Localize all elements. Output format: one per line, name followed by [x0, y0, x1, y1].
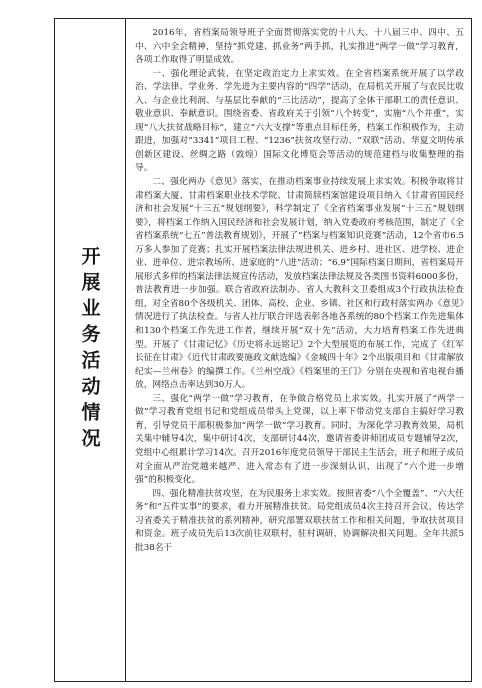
report-content [126, 19, 471, 681]
paragraph-study-education: 三、强化“两学一做”学习教育，在争做合格党员上求实效。扎实开展了“两学一做”学习教育党组书记和党组成员带头上党课，以上率下带动党支部自主搞好学习教育，引导党员干部积极参加“两学一做”学习教育。同时，为深化学习教育效果，局机关集中辅导4次，集中研讨4次，支部研讨44次，邀请省委讲师团成员专题辅导2次，党组中心组累计学习14次。召开2016年度党员领导干部民主生活会，班子和班子成员对全面从严治党越来越严、进入常态有了进一步深刻认识，出现了“六个进一步增强”的积极变化。 [135, 393, 464, 486]
section-label-cell [55, 19, 126, 681]
paragraph-poverty-alleviation: 四、强化精准扶贫攻坚，在为民服务上求实效。按照省委“八个全覆盖”、“六大任务”和“五件实事”的要求，着力开展精准扶贫。局党组成员4次主持召开会议，传达学习省委关于精准扶贫的系列精神，研究部署双联扶贫工作和相关问题，争取扶贫项目和资金。班子成员先后13次前往双联村，驻村调研，协调解决相关问题。全年共派5批38名干 [135, 488, 464, 553]
paragraph-theory: 一、强化理论武装，在坚定政治定力上求实效。在全省档案系统开展了以学政治、学法律、学业务、学先进为主要内容的“四学”活动，在局机关开展了与农民比收入、与企业比利润、与基层比奉献的“三比活动”，提高了全体干部职工的责任意识、敬业意识、奉献意识。围绕省委、省政府关于引领“八个转变”，实施“八个并重”，实现“八大扶贫战略目标”，建立“六大支撑”等重点目标任务，档案工作积极作为，主动跟进，加强对“3341”项目工程、“1236”扶贫攻坚行动、“双联”活动、华夏文明传承创新区建设、丝绸之路（敦煌）国际文化博览会等活动的规范建档与收集整理的指导。 [135, 68, 464, 174]
paragraph-opinions: 二、强化两办《意见》落实，在推动档案事业持续发展上求实效。积极争取将甘肃档案大厦、甘肃档案职业技术学院、甘肃简牍档案馆建设项目纳入《甘肃省国民经济和社会发展“十三五”规划纲要》，科学制定了《全省档案事业发展“十三五”规划纲要》，将档案工作纳入国民经济和社会发展计划，纳入党委政府考核范围，制定了《全省档案系统“七五”普法教育规划》，开展了“档案与档案知识竞赛”活动，12个省市6.5万多人参加了竞赛；扎实开展档案法律法规进机关、进乡村、进社区、进学校、进企业、进单位、进宗教场所、进家庭的“八进”活动；“6.9”国际档案日期间，省档案局开展形式多样的档案法律法规宣传活动，发放档案法律法规及各类图书资料6000多份，普法教育进一步加强。联合省政府法制办、省人大教科文卫委组成3个行政执法检查组，对全省80个各级机关、团体、高校、企业、乡镇、社区和行政村落实两办《意见》情况进行了执法检查。与省人社厅联合评选表彰各地各系统的80个档案工作先进集体和130个档案工作先进工作者，继续开展“双十先”活动，大力培育档案工作先进典型。开展了《甘肃记忆》《历史将永远铭记》2个大型展览的布展工作，完成了《红军长征在甘肃》《近代甘肃政要施政文献选编》《金城四十年》2个出版项目和《甘肃解放纪实—兰州卷》的编撰工作。《兰州空战》《档案里的王门》分别在央视和省电视台播放，网络点击率达到30万人。 [135, 177, 464, 391]
section-title: 开展业务活动情况 [78, 246, 101, 454]
intro-paragraph: 2016年，省档案局领导班子全面贯彻落实党的十八大、十八届三中、四中、五中、六中全会精神，坚持“抓党建、抓业务”两手抓，扎实推进“两学一做”学习教育，各项工作取得了明显成效。 [135, 28, 464, 66]
report-table [54, 18, 472, 682]
